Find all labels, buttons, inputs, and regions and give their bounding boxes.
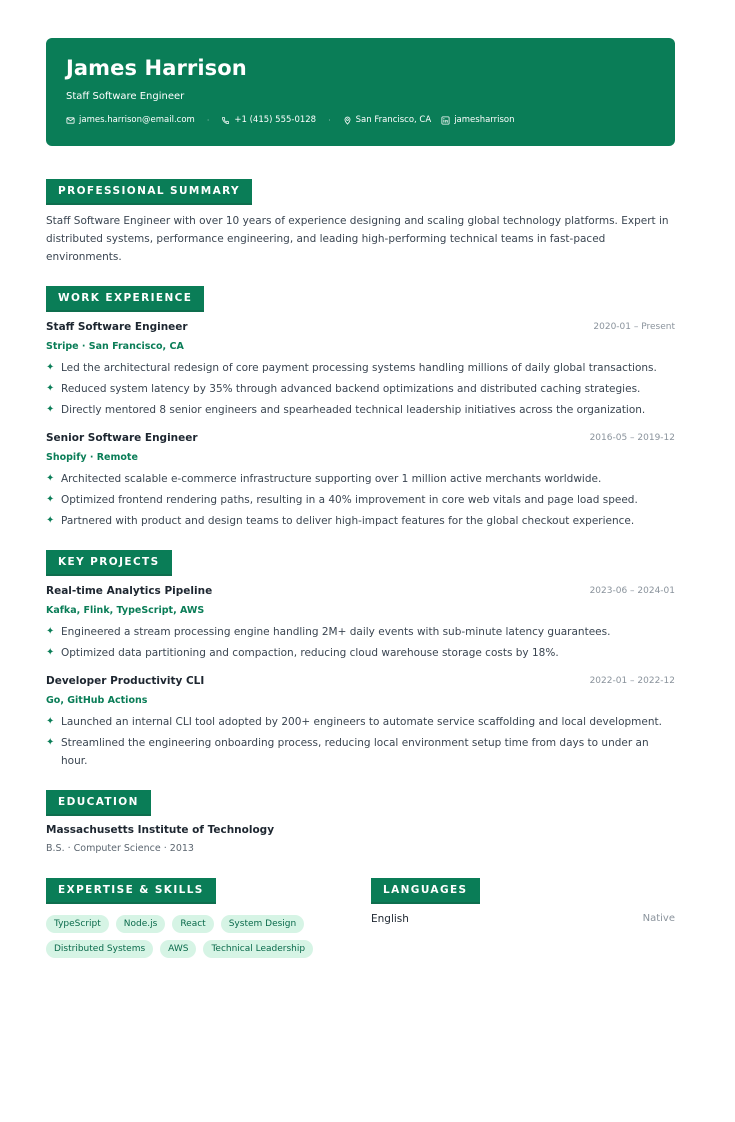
bullet-text: Launched an internal CLI tool adopted by 200+ engineers to automate service scaffolding and local development.	[61, 716, 662, 728]
bullet-text: Optimized data partitioning and compaction, reducing cloud warehouse storage costs by 18%.	[61, 647, 559, 659]
bullet-star-icon: ✦	[46, 716, 55, 727]
project-dates: 2023-06 – 2024-01	[589, 586, 675, 596]
bullet-text: Streamlined the engineering onboarding process, reducing local environment setup time from days to under an hour.	[61, 737, 649, 767]
skill-chip: Distributed Systems	[46, 940, 153, 958]
job-bullet	[46, 512, 675, 530]
bullet-star-icon: ✦	[46, 515, 55, 526]
bullet-star-icon: ✦	[46, 494, 55, 505]
bullet-star-icon: ✦	[46, 404, 55, 415]
location-pin-icon	[343, 116, 352, 125]
job-title: Senior Software Engineer	[46, 432, 198, 444]
bullet-text: Directly mentored 8 senior engineers and spearheaded technical leadership initiatives across the organization.	[61, 404, 646, 416]
project-bullet	[46, 713, 675, 731]
contact-phone[interactable]	[221, 115, 316, 125]
education-detail: B.S. · Computer Science · 2013	[46, 843, 194, 854]
section-heading-projects: KEY PROJECTS	[46, 550, 172, 576]
section-heading-experience: WORK EXPERIENCE	[46, 286, 204, 312]
bullet-text: Partnered with product and design teams to deliver high-impact features for the global checkout experience.	[61, 515, 635, 527]
skill-chip: System Design	[221, 915, 305, 933]
project-stack: Kafka, Flink, TypeScript, AWS	[46, 605, 205, 616]
email-text: james.harrison@email.com	[79, 115, 195, 125]
section-heading-skills: EXPERTISE & SKILLS	[46, 878, 216, 904]
project-title: Developer Productivity CLI	[46, 675, 205, 687]
job-dates: 2016-05 – 2019-12	[589, 433, 675, 443]
contact-location	[343, 115, 432, 125]
bullet-text: Reduced system latency by 35% through advanced backend optimizations and distributed caching strategies.	[61, 383, 641, 395]
skill-chip: Technical Leadership	[203, 940, 313, 958]
bullet-star-icon: ✦	[46, 626, 55, 637]
project-bullet	[46, 623, 675, 641]
bullet-star-icon: ✦	[46, 737, 55, 748]
bullet-star-icon: ✦	[46, 473, 55, 484]
contact-email[interactable]	[66, 115, 195, 125]
language-level: Native	[642, 913, 675, 924]
job-title: Staff Software Engineer	[46, 321, 188, 333]
project-bullet	[46, 734, 675, 770]
skills-list	[46, 915, 346, 958]
skill-chip: React	[172, 915, 213, 933]
contact-row	[66, 114, 515, 126]
job-bullet	[46, 491, 675, 509]
candidate-role: Staff Software Engineer	[66, 91, 185, 102]
bullet-text: Led the architectural redesign of core payment processing systems handling millions of daily global transactions.	[61, 362, 657, 374]
project-stack: Go, GitHub Actions	[46, 695, 148, 706]
project-bullet	[46, 644, 675, 662]
job-bullet	[46, 359, 675, 377]
location-text: San Francisco, CA	[355, 115, 432, 125]
bullet-star-icon: ✦	[46, 362, 55, 373]
project-dates: 2022-01 – 2022-12	[589, 676, 675, 686]
phone-text: +1 (415) 555-0128	[234, 115, 317, 125]
linkedin-icon	[441, 116, 450, 125]
section-heading-summary: PROFESSIONAL SUMMARY	[46, 179, 252, 205]
contact-separator: ·	[328, 115, 331, 125]
bullet-star-icon: ✦	[46, 647, 55, 658]
language-name: English	[371, 913, 409, 925]
bullet-text: Architected scalable e-commerce infrastructure supporting over 1 million active merchants worldwide.	[61, 473, 602, 485]
skill-chip: TypeScript	[46, 915, 109, 933]
candidate-name: James Harrison	[66, 56, 247, 80]
contact-linkedin[interactable]	[441, 115, 514, 125]
resume-header	[46, 38, 675, 146]
job-dates: 2020-01 – Present	[593, 322, 675, 332]
job-company: Shopify · Remote	[46, 452, 138, 463]
job-bullet	[46, 470, 675, 488]
bullet-text: Optimized frontend rendering paths, resulting in a 40% improvement in core web vitals and page load speed.	[61, 494, 638, 506]
contact-separator: ·	[206, 115, 210, 125]
bullet-star-icon: ✦	[46, 383, 55, 394]
job-bullet	[46, 401, 675, 419]
project-title: Real-time Analytics Pipeline	[46, 585, 213, 597]
mail-icon	[66, 116, 75, 125]
section-heading-languages: LANGUAGES	[371, 878, 480, 904]
phone-icon	[221, 116, 230, 125]
skill-chip: Node.js	[116, 915, 166, 933]
skill-chip: AWS	[160, 940, 196, 958]
job-bullet	[46, 380, 675, 398]
section-heading-education: EDUCATION	[46, 790, 151, 816]
linkedin-text: jamesharrison	[454, 115, 515, 125]
summary-text: Staff Software Engineer with over 10 years of experience designing and scaling global technology platforms. Expert in distributed systems, performance engineering, and leading high-performing technical teams in fast-paced environments.	[46, 215, 669, 263]
job-company: Stripe · San Francisco, CA	[46, 341, 184, 352]
education-school: Massachusetts Institute of Technology	[46, 824, 275, 836]
bullet-text: Engineered a stream processing engine handling 2M+ daily events with sub-minute latency guarantees.	[61, 626, 611, 638]
